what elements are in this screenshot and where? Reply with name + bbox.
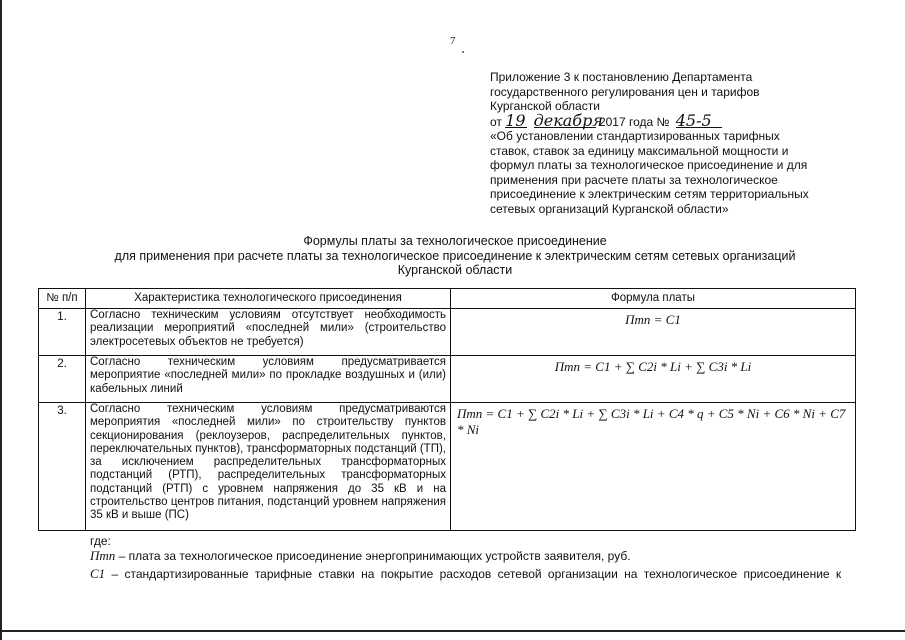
row-formula: Птп = C1 + ∑ C2i * Li + ∑ C3i * Li + C4 * q + C5 * Ni + C6 * Ni + C7 * Ni: [451, 403, 856, 531]
page-border-bottom: [0, 630, 905, 632]
definition-c1-text: – стандартизированные тарифные ставки на покрытие расходов сетевой организации на технологическое присоединение к: [111, 567, 842, 581]
document-title: [60, 234, 850, 278]
appendix-title-line-2: ставок, ставок за единицу максимальной мощности и: [490, 143, 789, 158]
document-title-line-1: Формулы платы за технологическое присоединение: [303, 234, 607, 248]
from-word: от: [490, 114, 502, 129]
appendix-title-line-1: «Об установлении стандартизированных тарифных: [490, 129, 780, 143]
year-text: 2017 года №: [598, 114, 670, 129]
legend-definition-fee: [90, 548, 631, 564]
handwritten-month: декабря: [533, 110, 603, 130]
scan-dot: [462, 51, 464, 53]
table-row: [39, 403, 856, 531]
appendix-header: [490, 70, 850, 216]
symbol-fee: Птп: [90, 548, 116, 563]
row-formula: Птп = C1: [451, 309, 856, 356]
row-characteristic: Согласно техническим условиям отсутствует необходимость реализации мероприятий «последней мили» (строительство электросетевых объектов не требуется): [86, 309, 451, 356]
page-border-left: [0, 0, 2, 640]
page-number: 7: [450, 35, 456, 47]
header-number: № п/п: [39, 289, 86, 309]
table-header-row: [39, 289, 856, 309]
row-characteristic: Согласно техническим условиям предусматривается мероприятие «последней мили» по прокладке воздушных и (или) кабельных линий: [86, 356, 451, 403]
handwritten-day: 19: [505, 110, 526, 130]
row-number: 1.: [39, 309, 86, 356]
appendix-title-line-4: применения при расчете платы за технологическое: [490, 172, 778, 187]
appendix-line-1: Приложение 3 к постановлению Департамента: [490, 70, 753, 84]
definition-fee-text: – плата за технологическое присоединение энергопринимающих устройств заявителя, руб.: [118, 549, 631, 563]
legend-definition-c1: [90, 566, 850, 582]
appendix-line-2: государственного регулирования цен и тарифов: [490, 84, 760, 99]
symbol-c1: C1: [90, 566, 106, 581]
document-title-line-2: для применения при расчете платы за технологическое присоединение к электрическим сетям сетевых организаций: [114, 248, 796, 263]
formulas-table: [38, 288, 856, 531]
table-row: [39, 309, 856, 356]
header-formula: Формула платы: [451, 289, 856, 309]
table-row: [39, 356, 856, 403]
row-characteristic: Согласно техническим условиям предусматриваются мероприятия «последней мили» по строительству пунктов секционирования (реклоузеров, распределительных пунктов, переключательных пунктов), трансформаторных подстанций (ТП), за исключением распределительных трансформаторных подстанций (РТП), распределительных трансформаторных подстанций (РТП) с уровнем напряжения до 35 кВ и на строительство центров питания, подстанций уровнем напряжения 35 кВ и выше (ПС): [86, 403, 451, 531]
row-formula: Птп = C1 + ∑ C2i * Li + ∑ C3i * Li: [451, 356, 856, 403]
appendix-title-line-5: присоединение к электрическим сетям территориальных: [490, 187, 809, 201]
appendix-title-line-3: формул платы за технологическое присоединение и для: [490, 158, 808, 172]
row-number: 3.: [39, 403, 86, 531]
document-title-line-3: Курганской области: [397, 263, 513, 277]
appendix-date-line: [490, 110, 850, 130]
row-number: 2.: [39, 356, 86, 403]
appendix-title-line-6: сетевых организаций Курганской области»: [490, 201, 729, 216]
appendix-line-3: Курганской области: [490, 99, 600, 113]
header-characteristic: Характеристика технологического присоединения: [86, 289, 451, 309]
handwritten-number: 45-5: [676, 114, 722, 128]
legend-where: где:: [90, 534, 111, 548]
